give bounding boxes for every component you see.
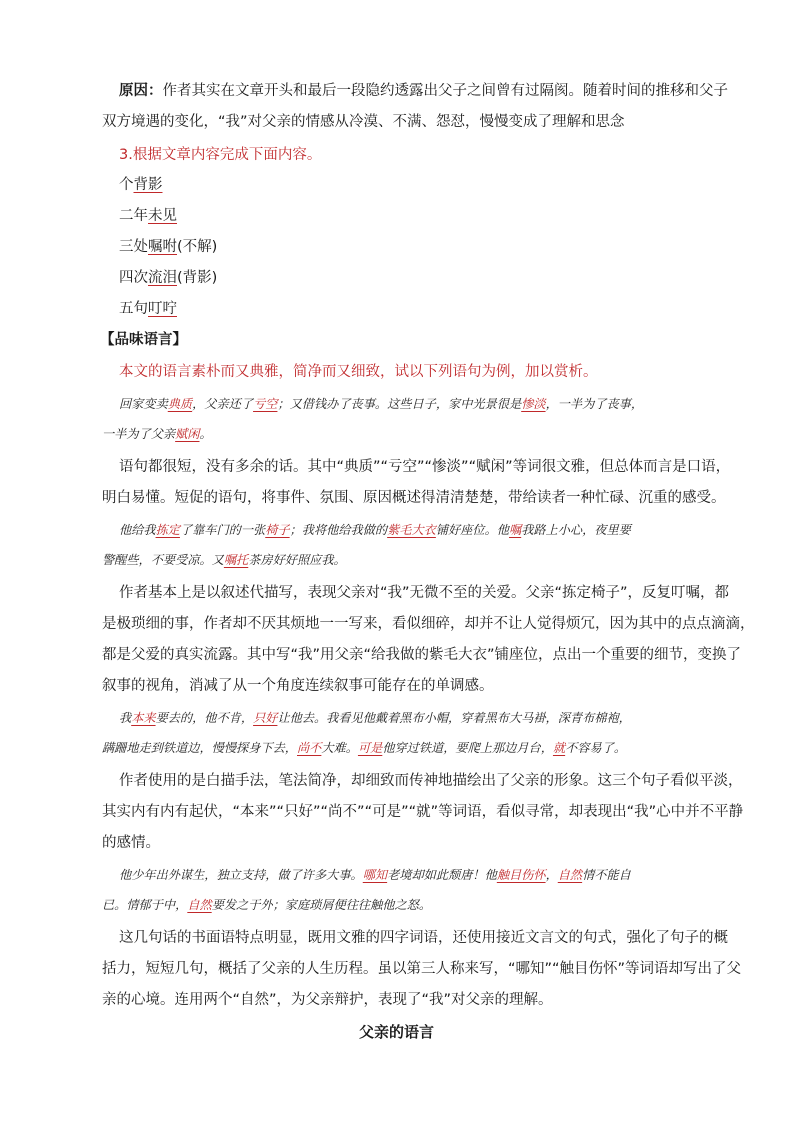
task-item: 个背影	[119, 177, 163, 193]
analysis-line: 括力，短短几句，概括了父亲的人生历程。虽以第三人称来写，“哪知”“触目伤怀”等词语却写出了父	[102, 961, 742, 977]
quote-line: 他给我拣定了靠车门的一张椅子；我将他给我做的紫毛大衣铺好座位。他嘱我路上小心，夜里要	[119, 523, 631, 537]
analysis-line: 作者使用的是白描手法，笔法简净，却细致而传神地描绘出了父亲的形象。这三个句子看似平淡，	[119, 773, 743, 789]
quote-line: 一半为了父亲赋闲。	[102, 427, 212, 441]
quote-line: 已。情郁于中，自然要发之于外；家庭琐屑便往往触他之怒。	[102, 898, 432, 912]
task-item: 五句叮咛	[119, 301, 177, 317]
reason-line-1: 原因：作者其实在文章开头和最后一段隐约透露出父子之间曾有过隔阂。随着时间的推移和父子	[119, 83, 728, 99]
task-item: 二年未见	[119, 208, 177, 224]
task-item: 四次流泪(背影)	[119, 270, 218, 286]
subsection-heading: 父亲的语言	[358, 1023, 434, 1041]
analysis-line: 明白易懂。短促的语句，将事件、氛围、原因概述得清清楚楚，带给读者一种忙碌、沉重的感受。	[102, 490, 726, 506]
section-intro: 本文的语言素朴而又典雅，简净而又细致，试以下列语句为例，加以赏析。	[119, 364, 598, 380]
task-item: 三处嘱咐(不解)	[119, 239, 218, 255]
reason-label: 原因：	[119, 83, 163, 99]
quote-line: 警醒些，不要受凉。又嘱托茶房好好照应我。	[102, 553, 346, 567]
analysis-line: 这几句话的书面语特点明显，既用文雅的四字词语，还使用接近文言文的句式，强化了句子的概	[119, 930, 728, 946]
analysis-line: 的感情。	[102, 835, 160, 851]
analysis-line: 其实内有内有起伏，“本来”“只好”“尚不”“可是”“就”等词语，看似寻常，却表现出“我”心中并不平静	[102, 804, 744, 820]
task-title: 3.根据文章内容完成下面内容。	[119, 147, 322, 163]
analysis-line: 亲的心境。连用两个“自然”，为父亲辩护，表现了“我”对父亲的理解。	[102, 992, 553, 1008]
analysis-line: 是极琐细的事，作者却不厌其烦地一一写来，看似细碎，却并不让人觉得烦冗，因为其中的点点滴滴，	[102, 616, 755, 632]
quote-line: 我本来要去的，他不肯，只好让他去。我看见他戴着黑布小帽，穿着黑布大马褂，深青布棉袍，	[119, 711, 631, 725]
quote-line: 蹒跚地走到铁道边，慢慢探身下去，尚不大难。可是他穿过铁道，要爬上那边月台，就不容易了。	[102, 741, 627, 755]
analysis-line: 叙事的视角，消减了从一个角度连续叙事可能存在的单调感。	[102, 678, 494, 694]
quote-line: 回家变卖典质，父亲还了亏空；又借钱办了丧事。这些日子，家中光景很是惨淡，一半为了丧事，	[119, 397, 644, 411]
section-heading: 【品味语言】	[100, 332, 187, 348]
analysis-line: 都是父爱的真实流露。其中写“我”用父亲“给我做的紫毛大衣”铺座位，点出一个重要的细节，变换了	[102, 647, 742, 663]
analysis-line: 作者基本上是以叙述代描写，表现父亲对“我”无微不至的关爱。父亲“拣定椅子”，反复叮嘱，都	[119, 585, 730, 601]
quote-line: 他少年出外谋生，独立支持，做了许多大事。哪知老境却如此颓唐！他触目伤怀，自然情不能自	[119, 868, 631, 882]
analysis-line: 语句都很短，没有多余的话。其中“典质”“亏空”“惨淡”“赋闲”等词很文雅，但总体而言是口语，	[119, 459, 731, 475]
reason-line-2: 双方境遇的变化，“我”对父亲的情感从冷漠、不满、怨怼，慢慢变成了理解和思念	[102, 114, 625, 130]
